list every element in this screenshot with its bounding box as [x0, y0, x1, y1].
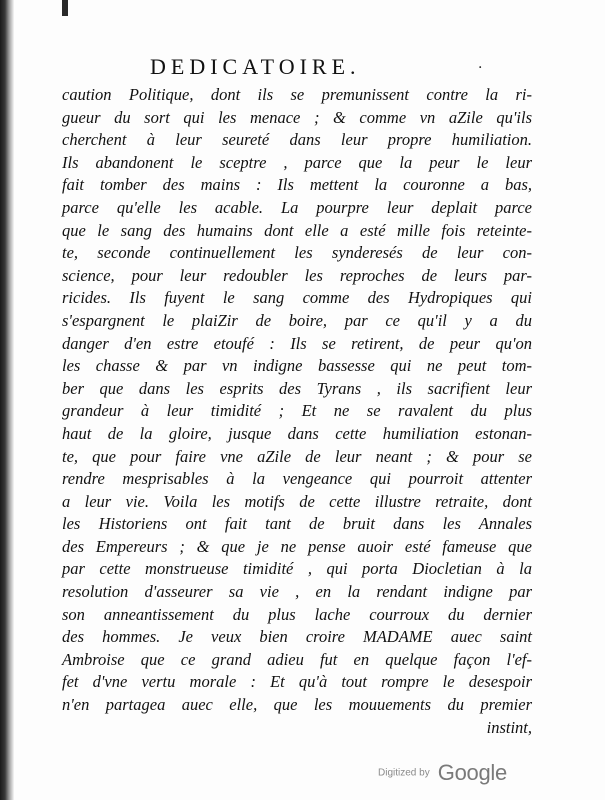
digitized-by-label: Digitized by — [378, 767, 430, 779]
text-line: par cette monstrueuse timidité , qui porta Diocletian à la — [62, 559, 532, 579]
text-line: caution Politique, dont ils se premunissent contre la ri- — [62, 85, 532, 104]
text-line: des Empereurs ; & que je ne pense auoir esté fameuse que — [62, 536, 532, 556]
scan-artifact-mark — [62, 0, 68, 16]
text-line: ber que dans les esprits des Tyrans , ils sacrifient leur — [62, 378, 532, 398]
text-line: gueur du sort qui les menace ; & comme vn aZile qu'ils — [62, 107, 532, 127]
google-watermark — [378, 760, 507, 786]
text-line: des hommes. Je veux bien croire MADAME auec saint — [62, 627, 532, 647]
text-line: rendre mesprisables à la vengeance qui pourroit attenter — [62, 469, 532, 489]
text-line: grandeur à leur timidité ; Et ne se ravalent du plus — [62, 401, 532, 421]
text-line: haut de la gloire, jusque dans cette humiliation estonan- — [62, 423, 532, 443]
text-line: fet d'vne vertu morale : Et qu'à tout rompre le desespoir — [62, 672, 532, 692]
text-line: science, pour leur redoubler les reproches de leurs par- — [62, 265, 532, 285]
text-line: parce qu'elle les acable. La pourpre leur deplait parce — [62, 197, 532, 217]
text-line: les chasse & par vn indigne bassesse qui ne peut tom- — [62, 356, 532, 376]
page-header — [0, 54, 605, 80]
text-line: fait tomber des mains : Ils mettent la couronne a bas, — [62, 175, 532, 195]
google-logo: Google — [437, 760, 507, 785]
text-line: te, que pour faire vne aZile de leur neant ; & pour se — [62, 446, 532, 466]
text-line: que le sang des humains dont elle a esté mille fois reteinte- — [62, 220, 532, 240]
text-line: les Historiens ont fait tant de bruit dans les Annales — [62, 514, 532, 534]
text-line: son anneantissement du plus lache courroux du dernier — [62, 604, 532, 624]
text-line: danger d'en estre etoufé : Ils se retirent, de peur qu'on — [62, 333, 532, 353]
body-text — [62, 84, 532, 739]
text-line: resolution d'asseurer sa vie , en la rendant indigne par — [62, 582, 532, 602]
text-line: ricides. Ils fuyent le sang comme des Hydropiques qui — [62, 288, 532, 308]
text-line: s'espargnent le plaiZir de boire, par ce qu'il y a du — [62, 310, 532, 330]
text-line: instint, — [486, 717, 532, 737]
header-ornament: · — [478, 60, 483, 76]
text-line: Ils abandonent le sceptre , parce que la peur le leur — [62, 152, 532, 172]
text-line: te, seconde continuellement les synderesés de leur con- — [62, 243, 532, 263]
page-binding-edge — [0, 0, 14, 800]
running-title: DEDICATOIRE. — [150, 54, 361, 79]
text-line: a leur vie. Voila les motifs de cette illustre retraite, dont — [62, 491, 532, 511]
text-line: n'en partagea auec elle, que les mouuements du premier — [62, 695, 532, 715]
text-line: Ambroise que ce grand adieu fut en quelque façon l'ef- — [62, 649, 532, 669]
text-line: cherchent à leur seureté dans leur propre humiliation. — [62, 130, 532, 150]
